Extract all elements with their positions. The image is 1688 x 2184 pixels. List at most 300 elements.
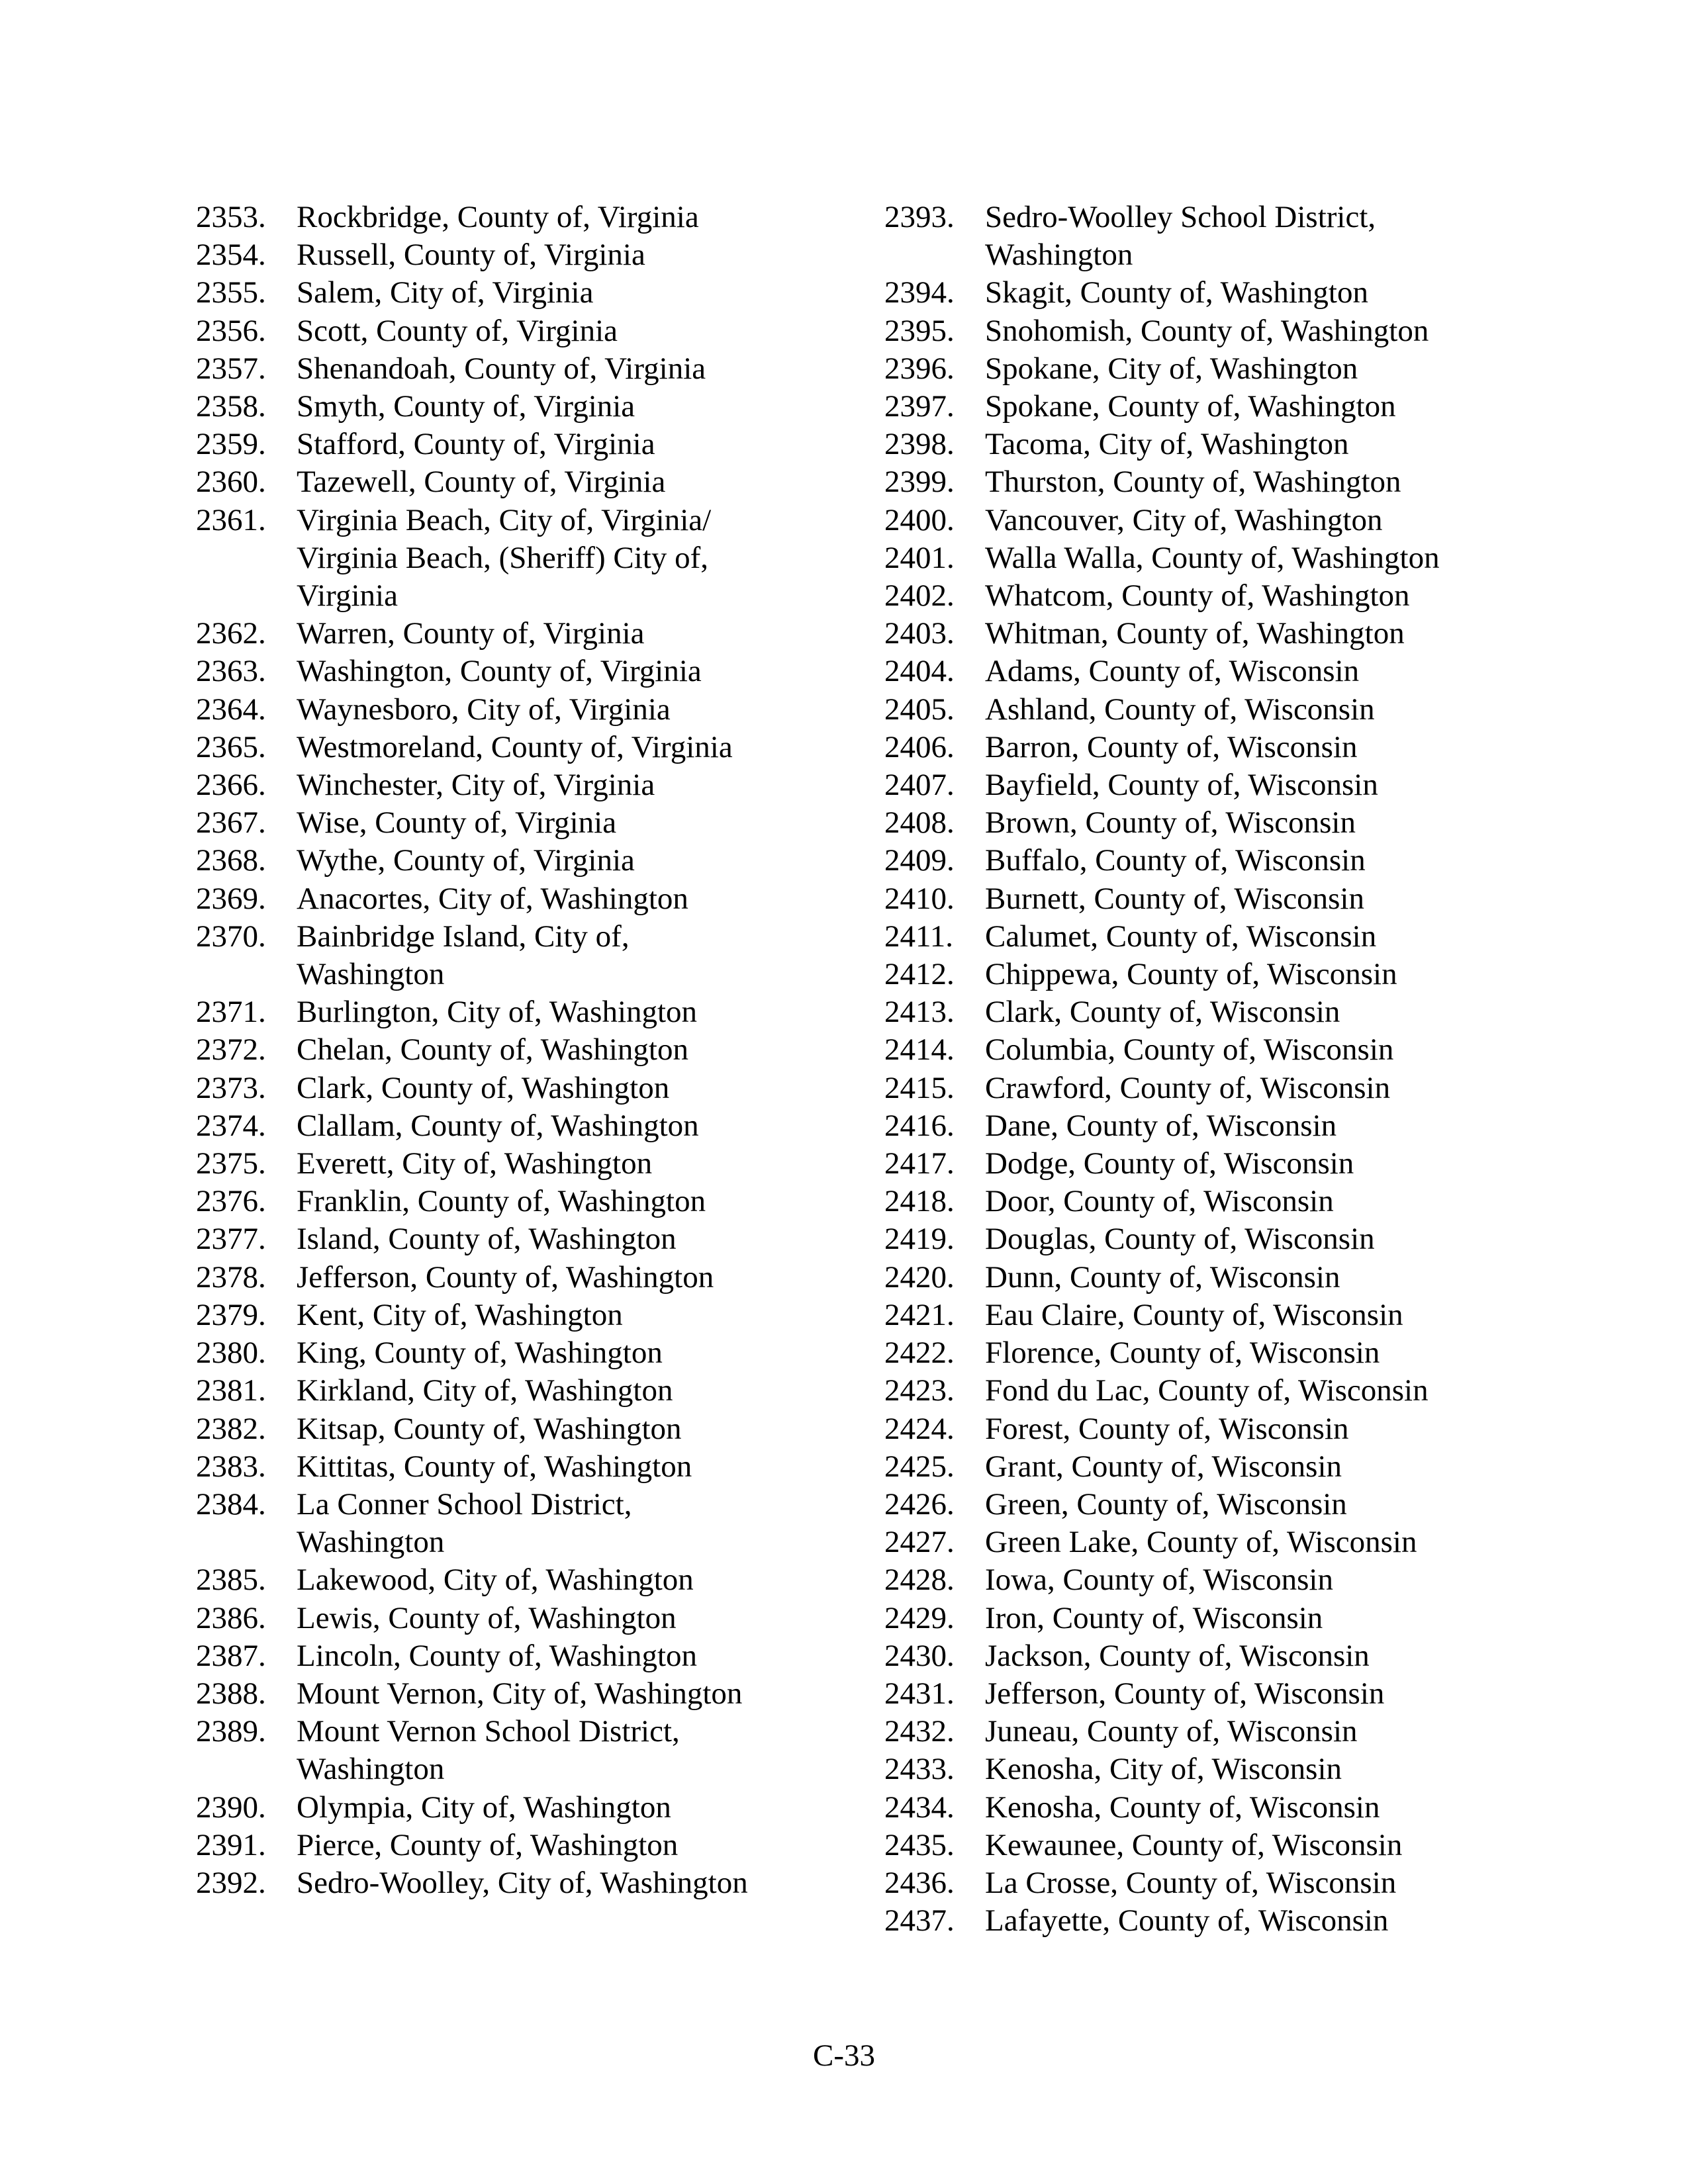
entry-name-line: Dane, County of, Wisconsin [985,1108,1337,1143]
entry-name-line: Burlington, City of, Washington [297,995,698,1030]
entry-number: 2361. [196,502,266,537]
entry-number: 2379. [196,1297,266,1332]
entry-name [985,1069,1520,1107]
list-item [884,502,1520,539]
entry-name [985,1600,1520,1637]
entry-name [297,1486,812,1561]
list-item [884,1259,1520,1297]
entry-name [985,199,1520,274]
list-item [884,691,1520,729]
entry-number: 2431. [884,1676,955,1711]
list-item [884,615,1520,653]
entry-number: 2378. [196,1259,266,1295]
list-item [196,993,812,1031]
entry-name [985,1864,1520,1902]
entry-number: 2422. [884,1336,955,1371]
list-item [196,1827,812,1864]
list-item [196,653,812,690]
entry-number: 2360. [196,465,266,500]
entry-name [985,1297,1520,1334]
entry-number: 2376. [196,1184,266,1219]
entry-name-line: Everett, City of, Washington [297,1146,653,1181]
entry-name-line: Kewaunee, County of, Wisconsin [985,1827,1403,1862]
entry-name-line: Lincoln, County of, Washington [297,1638,698,1673]
entry-number: 2401. [884,540,955,575]
entry-name [985,1524,1520,1561]
entry-number: 2407. [884,768,955,803]
entry-name-line: Whitman, County of, Washington [985,616,1405,651]
list-item [884,350,1520,388]
entry-name-line: Chelan, County of, Washington [297,1032,688,1068]
entry-name [297,1827,812,1864]
entry-name [985,1789,1520,1827]
list-item [196,502,812,615]
entry-name-line: Bayfield, County of, Wisconsin [985,768,1378,803]
entry-name-line: Sedro-Woolley, City of, Washington [297,1865,748,1900]
list-item [196,1600,812,1637]
entry-name-line: Wythe, County of, Virginia [297,843,635,878]
entry-number: 2380. [196,1336,266,1371]
list-item [196,1220,812,1258]
entry-number: 2420. [884,1259,955,1295]
entry-name-line: Jefferson, County of, Wisconsin [985,1676,1385,1711]
list-item [196,880,812,918]
entry-number: 2385. [196,1563,266,1598]
list-item [196,1410,812,1448]
entry-name [985,766,1520,804]
entry-name-line: Calumet, County of, Wisconsin [985,919,1377,954]
list-item [196,615,812,653]
entry-number: 2392. [196,1865,266,1900]
list-item [884,1864,1520,1902]
entry-name [985,426,1520,463]
page-number: C-33 [813,2038,875,2073]
entry-name-line: Vancouver, City of, Washington [985,502,1383,537]
entry-number: 2435. [884,1827,955,1862]
entry-name-line: Iowa, County of, Wisconsin [985,1563,1333,1598]
entry-name-line: La Conner School District, [297,1486,632,1522]
entry-name-line: Virginia [297,578,398,614]
list-item [196,729,812,766]
entry-name [297,463,812,501]
list-item [196,1031,812,1069]
list-item [884,1789,1520,1827]
entry-name-line: Washington [297,1752,445,1787]
entry-name-line: Kenosha, County of, Wisconsin [985,1790,1380,1825]
entry-name [297,1183,812,1220]
entry-name [985,1713,1520,1751]
entry-name [297,1561,812,1599]
entry-name-line: Washington [297,1525,445,1560]
entry-name-line: Juneau, County of, Wisconsin [985,1714,1358,1749]
entry-name [985,1183,1520,1220]
list-item [884,1561,1520,1599]
entry-name-line: Florence, County of, Wisconsin [985,1336,1380,1371]
entry-number: 2359. [196,427,266,462]
entry-number: 2399. [884,465,955,500]
entry-name [297,918,812,993]
entry-name [985,350,1520,388]
entry-number: 2409. [884,843,955,878]
entry-name-line: Westmoreland, County of, Virginia [297,729,733,764]
entry-name-line: Green Lake, County of, Wisconsin [985,1525,1417,1560]
list-item [196,350,812,388]
entry-name-line: Burnett, County of, Wisconsin [985,881,1364,916]
list-item [196,1789,812,1827]
list-item [884,1297,1520,1334]
list-item [884,199,1520,274]
entry-name-line: Sedro-Woolley School District, [985,200,1376,234]
entry-name [297,350,812,388]
list-item [196,274,812,312]
list-item [196,463,812,501]
entry-number: 2436. [884,1865,955,1900]
entry-name-line: Kirkland, City of, Washington [297,1373,673,1408]
entry-number: 2406. [884,729,955,764]
entry-name [985,312,1520,350]
list-item [884,1637,1520,1675]
entry-name-line: Brown, County of, Wisconsin [985,805,1356,841]
entry-number: 2354. [196,238,266,273]
entry-number: 2430. [884,1638,955,1673]
entry-name-line: Kent, City of, Washington [297,1297,623,1332]
entry-name [297,842,812,880]
entry-name [297,312,812,350]
list-item [884,463,1520,501]
entry-name [297,199,812,236]
entry-name [297,1334,812,1372]
list-item [884,766,1520,804]
entry-name-line: Barron, County of, Wisconsin [985,729,1358,764]
entry-number: 2396. [884,351,955,386]
entry-name [297,615,812,653]
list-item [884,1486,1520,1524]
entry-name-line: Russell, County of, Virginia [297,238,645,273]
entry-number: 2408. [884,805,955,841]
entry-name [297,274,812,312]
list-item [884,1410,1520,1448]
list-item [196,766,812,804]
entry-name [297,804,812,842]
entry-name [985,615,1520,653]
entry-name [985,388,1520,426]
entry-number: 2369. [196,881,266,916]
entry-name-line: Kenosha, City of, Wisconsin [985,1752,1342,1787]
entry-number: 2384. [196,1486,266,1522]
entry-name [297,1259,812,1297]
entry-name-line: Tacoma, City of, Washington [985,427,1349,462]
entry-name-line: Island, County of, Washington [297,1222,677,1257]
entry-name [985,1334,1520,1372]
entry-name [297,1107,812,1145]
entry-number: 2417. [884,1146,955,1181]
list-item [884,729,1520,766]
list-item [884,1827,1520,1864]
entry-name-line: Anacortes, City of, Washington [297,881,688,916]
entry-name-line: Crawford, County of, Wisconsin [985,1070,1391,1105]
list-item [884,1902,1520,1940]
entry-name-line: Winchester, City of, Virginia [297,768,655,803]
entry-number: 2381. [196,1373,266,1408]
list-item [884,577,1520,615]
list-item [196,426,812,463]
entry-number: 2372. [196,1032,266,1068]
entry-name [297,1448,812,1486]
list-item [884,842,1520,880]
entry-name-line: Spokane, City of, Washington [985,351,1358,386]
entry-name-line: Dunn, County of, Wisconsin [985,1259,1340,1295]
list-item [196,1145,812,1183]
entry-number: 2370. [196,919,266,954]
entry-name [985,1372,1520,1410]
entry-name [297,1675,812,1713]
list-item [196,1297,812,1334]
entry-name [297,1600,812,1637]
entry-number: 2404. [884,654,955,689]
entry-name [297,766,812,804]
entry-name [985,1637,1520,1675]
entry-name [985,539,1520,577]
list-item [196,1069,812,1107]
entry-number: 2413. [884,995,955,1030]
list-item [884,653,1520,690]
list-item [196,199,812,236]
entry-name [297,1864,812,1902]
entry-number: 2357. [196,351,266,386]
entry-number: 2403. [884,616,955,651]
entry-number: 2387. [196,1638,266,1673]
entry-name-line: Fond du Lac, County of, Wisconsin [985,1373,1429,1408]
entry-name [985,1410,1520,1448]
entry-name-line: Jackson, County of, Wisconsin [985,1638,1370,1673]
entry-name-line: Washington [297,957,445,992]
entry-name [297,1637,812,1675]
entry-name [985,1902,1520,1940]
entry-name [985,1486,1520,1524]
entry-name [985,993,1520,1031]
entry-number: 2353. [196,200,266,234]
entry-name [297,388,812,426]
left-column-list [196,199,812,1902]
entry-number: 2395. [884,313,955,348]
entry-name-line: Salem, City of, Virginia [297,275,594,310]
entry-name [297,426,812,463]
entry-name-line: Clallam, County of, Washington [297,1108,699,1143]
entry-name-line: Forest, County of, Wisconsin [985,1411,1349,1446]
list-item [884,388,1520,426]
list-item [196,1107,812,1145]
list-item [884,1145,1520,1183]
list-item [884,993,1520,1031]
entry-name [297,880,812,918]
entry-name [985,1107,1520,1145]
entry-number: 2397. [884,389,955,424]
entry-number: 2426. [884,1486,955,1522]
entry-name [297,1220,812,1258]
list-item [196,691,812,729]
entry-name-line: Wise, County of, Virginia [297,805,617,841]
entry-number: 2391. [196,1827,266,1862]
list-item [196,804,812,842]
entry-number: 2432. [884,1714,955,1749]
entry-number: 2390. [196,1790,266,1825]
list-item [884,1751,1520,1788]
entry-name [297,1372,812,1410]
entry-name [985,1561,1520,1599]
list-item [884,426,1520,463]
entry-name-line: Virginia Beach, City of, Virginia/ [297,502,712,537]
entry-name [985,1751,1520,1788]
entry-name [985,804,1520,842]
entry-number: 2363. [196,654,266,689]
entry-number: 2414. [884,1032,955,1068]
entry-number: 2386. [196,1600,266,1635]
entry-name-line: Olympia, City of, Washington [297,1790,671,1825]
entry-name-line: Mount Vernon School District, [297,1714,680,1749]
entry-name-line: Washington [985,238,1133,273]
entry-number: 2411. [884,919,954,954]
entry-name-line: Douglas, County of, Wisconsin [985,1222,1375,1257]
entry-number: 2402. [884,578,955,614]
entry-number: 2416. [884,1108,955,1143]
entry-number: 2415. [884,1070,955,1105]
list-item [884,1372,1520,1410]
entry-number: 2366. [196,768,266,803]
entry-name-line: La Crosse, County of, Wisconsin [985,1865,1397,1900]
entry-number: 2371. [196,995,266,1030]
entry-name-line: Clark, County of, Washington [297,1070,670,1105]
entry-name [985,842,1520,880]
entry-number: 2398. [884,427,955,462]
entry-name-line: Chippewa, County of, Wisconsin [985,957,1397,992]
entry-name [297,729,812,766]
entry-name-line: Lafayette, County of, Wisconsin [985,1903,1389,1938]
entry-name [985,691,1520,729]
list-item [196,312,812,350]
list-item [884,1183,1520,1220]
entry-name [297,502,812,615]
entry-name [985,1827,1520,1864]
list-item [884,1220,1520,1258]
right-column-list [884,199,1520,1940]
entry-name-line: Grant, County of, Wisconsin [985,1449,1342,1484]
list-item [196,1448,812,1486]
entry-number: 2427. [884,1525,955,1560]
entry-number: 2365. [196,729,266,764]
list-item [196,1561,812,1599]
entry-name-line: Kittitas, County of, Washington [297,1449,692,1484]
entry-name [297,1145,812,1183]
entry-name-line: Shenandoah, County of, Virginia [297,351,706,386]
list-item [884,539,1520,577]
entry-number: 2410. [884,881,955,916]
entry-name-line: Warren, County of, Virginia [297,616,645,651]
list-item [196,1183,812,1220]
list-item [884,1448,1520,1486]
entry-name [297,1297,812,1334]
list-item [196,842,812,880]
list-item [884,1675,1520,1713]
entry-number: 2405. [884,692,955,727]
entry-name [297,1789,812,1827]
list-item [884,1524,1520,1561]
entry-number: 2367. [196,805,266,841]
entry-number: 2421. [884,1297,955,1332]
list-item [884,956,1520,993]
entry-number: 2358. [196,389,266,424]
entry-number: 2355. [196,275,266,310]
list-item [196,1259,812,1297]
list-item [884,274,1520,312]
entry-name [985,502,1520,539]
entry-name [985,577,1520,615]
entry-number: 2437. [884,1903,955,1938]
list-item [884,312,1520,350]
entry-number: 2429. [884,1600,955,1635]
entry-number: 2373. [196,1070,266,1105]
entry-name-line: Dodge, County of, Wisconsin [985,1146,1354,1181]
entry-name-line: King, County of, Washington [297,1336,663,1371]
entry-number: 2374. [196,1108,266,1143]
entry-number: 2383. [196,1449,266,1484]
entry-name [297,993,812,1031]
entry-number: 2423. [884,1373,955,1408]
entry-name-line: Kitsap, County of, Washington [297,1411,682,1446]
entry-name-line: Lakewood, City of, Washington [297,1563,694,1598]
entry-name-line: Scott, County of, Virginia [297,313,618,348]
list-item [884,804,1520,842]
list-item [884,1107,1520,1145]
entry-name-line: Clark, County of, Wisconsin [985,995,1340,1030]
entry-name-line: Columbia, County of, Wisconsin [985,1032,1394,1068]
entry-name [985,1448,1520,1486]
entry-name-line: Stafford, County of, Virginia [297,427,655,462]
list-item [884,1069,1520,1107]
entry-name [297,1713,812,1788]
entry-name-line: Smyth, County of, Virginia [297,389,635,424]
entry-number: 2418. [884,1184,955,1219]
entry-name-line: Thurston, County of, Washington [985,465,1401,500]
entry-name-line: Snohomish, County of, Washington [985,313,1429,348]
entry-name-line: Eau Claire, County of, Wisconsin [985,1297,1403,1332]
entry-name-line: Iron, County of, Wisconsin [985,1600,1323,1635]
entry-name-line: Ashland, County of, Wisconsin [985,692,1375,727]
entry-number: 2393. [884,200,955,234]
entry-name [985,463,1520,501]
entry-number: 2394. [884,275,955,310]
entry-name [297,1069,812,1107]
entry-name [985,918,1520,956]
entry-name [985,956,1520,993]
list-item [196,1486,812,1561]
entry-number: 2428. [884,1563,955,1598]
entry-number: 2382. [196,1411,266,1446]
entry-name-line: Waynesboro, City of, Virginia [297,692,671,727]
entry-name-line: Skagit, County of, Washington [985,275,1368,310]
entry-name [297,1031,812,1069]
entry-name-line: Tazewell, County of, Virginia [297,465,666,500]
entry-name-line: Rockbridge, County of, Virginia [297,200,699,234]
list-item [196,236,812,274]
entry-name [297,691,812,729]
entry-name [985,274,1520,312]
entry-number: 2389. [196,1714,266,1749]
entry-name-line: Jefferson, County of, Washington [297,1259,714,1295]
entry-number: 2375. [196,1146,266,1181]
entry-number: 2377. [196,1222,266,1257]
entry-name-line: Bainbridge Island, City of, [297,919,630,954]
list-item [884,1334,1520,1372]
